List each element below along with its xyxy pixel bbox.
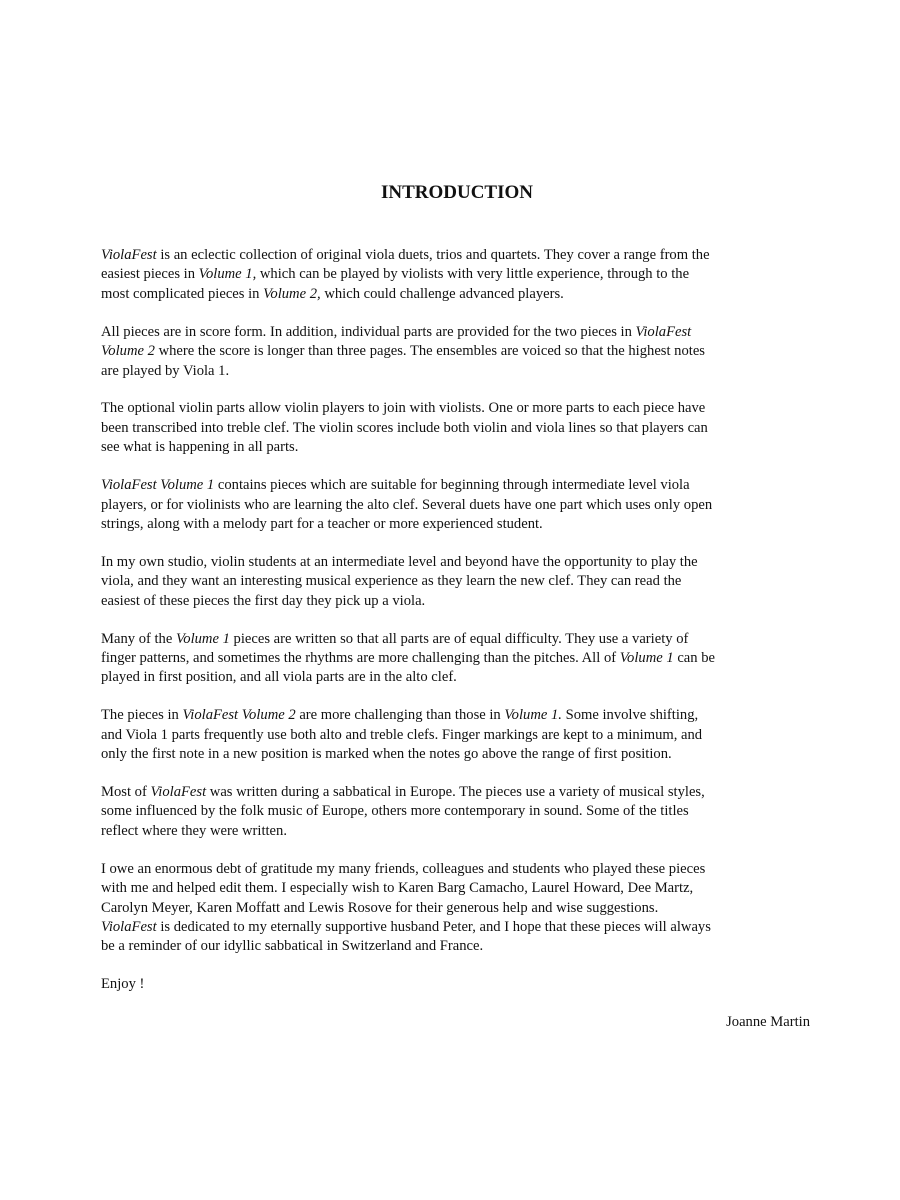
italic-title-text: Volume 2, bbox=[263, 285, 321, 302]
italic-title-text: ViolaFest bbox=[101, 918, 157, 935]
intro-paragraph-8 bbox=[101, 783, 813, 841]
text-segment: is an eclectic collection of original viola duets, trios and quartets. They cover a range from the bbox=[156, 247, 710, 263]
intro-paragraph-9 bbox=[101, 860, 813, 957]
text-line bbox=[101, 285, 813, 304]
italic-title-text: ViolaFest bbox=[150, 784, 207, 801]
italic-title-text: Volume 1, bbox=[198, 266, 257, 283]
text-segment: The optional violin parts allow violin players to join with violists. One or more parts to each piece have bbox=[101, 400, 706, 417]
text-line bbox=[101, 342, 813, 361]
italic-title-text: Volume 2 bbox=[101, 343, 155, 360]
text-segment: be a reminder of our idyllic sabbatical in Switzerland and France. bbox=[101, 938, 484, 955]
intro-paragraph-3 bbox=[101, 399, 813, 457]
text-segment: Some involve shifting, bbox=[561, 707, 699, 724]
text-line bbox=[101, 515, 813, 534]
intro-paragraph-1 bbox=[101, 246, 813, 304]
text-line bbox=[101, 496, 813, 515]
text-line bbox=[101, 246, 813, 265]
text-segment: All pieces are in score form. In addition, individual parts are provided for the two pieces in bbox=[101, 323, 636, 340]
text-segment: reflect where they were written. bbox=[101, 822, 287, 839]
text-segment: easiest pieces in bbox=[101, 266, 199, 283]
text-line bbox=[101, 553, 813, 572]
italic-title-text: ViolaFest Volume 1 bbox=[101, 477, 215, 494]
text-line bbox=[101, 937, 813, 956]
text-segment: where the score is longer than three pages. The ensembles are voiced so that the highest notes bbox=[154, 343, 705, 360]
intro-paragraph-5 bbox=[101, 553, 813, 611]
text-segment: strings, along with a melody part for a teacher or more experienced student. bbox=[101, 515, 543, 532]
text-line bbox=[101, 265, 813, 284]
text-segment: only the first note in a new position is marked when the notes go above the range of first position. bbox=[101, 746, 672, 763]
text-segment: been transcribed into treble clef. The violin scores include both violin and viola lines so that players can bbox=[101, 419, 708, 436]
introduction-body bbox=[101, 246, 813, 1013]
text-segment: are played by Viola 1. bbox=[101, 362, 230, 379]
text-line bbox=[101, 822, 813, 841]
text-segment: most complicated pieces in bbox=[101, 285, 264, 302]
text-segment: Carolyn Meyer, Karen Moffatt and Lewis Rosove for their generous help and wise suggestions. bbox=[101, 899, 659, 916]
italic-title-text: ViolaFest bbox=[101, 247, 157, 263]
text-segment: contains pieces which are suitable for beginning through intermediate level viola bbox=[214, 477, 690, 494]
text-line bbox=[101, 726, 813, 745]
text-segment: pieces are written so that all parts are of equal difficulty. They use a variety of bbox=[229, 630, 689, 647]
text-line bbox=[101, 802, 813, 821]
text-segment: was written during a sabbatical in Europe. The pieces use a variety of musical styles, bbox=[206, 784, 705, 801]
text-segment: played in first position, and all viola parts are in the alto clef. bbox=[101, 669, 457, 686]
text-segment: are more challenging than those in bbox=[295, 707, 505, 724]
text-line bbox=[101, 476, 813, 495]
text-line bbox=[101, 860, 813, 879]
text-line bbox=[101, 323, 813, 342]
text-segment: easiest of these pieces the first day they pick up a viola. bbox=[101, 592, 426, 609]
text-line bbox=[101, 745, 813, 764]
italic-title-text: ViolaFest bbox=[635, 323, 692, 340]
italic-title-text: Volume 1 bbox=[619, 650, 674, 666]
italic-title-text: Volume 1. bbox=[504, 707, 562, 724]
text-line bbox=[101, 649, 813, 668]
text-line bbox=[101, 592, 813, 611]
text-segment: with me and helped edit them. I especially wish to Karen Barg Camacho, Laurel Howard, Dee Martz, bbox=[101, 880, 694, 897]
intro-paragraph-7 bbox=[101, 706, 813, 764]
intro-paragraph-2 bbox=[101, 323, 813, 381]
text-line bbox=[101, 438, 813, 457]
text-segment: I owe an enormous debt of gratitude my many friends, colleagues and students who played these pieces bbox=[101, 860, 706, 877]
text-segment: Many of the bbox=[101, 630, 176, 647]
text-line bbox=[101, 630, 813, 649]
text-line bbox=[101, 572, 813, 591]
text-segment: can be bbox=[673, 650, 715, 666]
author-signature: Joanne Martin bbox=[726, 1014, 810, 1030]
text-segment: Enjoy ! bbox=[101, 976, 145, 993]
italic-title-text: Volume 1 bbox=[175, 630, 230, 647]
text-segment: is dedicated to my eternally supportive husband Peter, and I hope that these pieces will always bbox=[156, 918, 711, 935]
intro-paragraph-4 bbox=[101, 476, 813, 534]
text-segment: players, or for violinists who are learning the alto clef. Several duets have one part which uses only open bbox=[101, 496, 713, 513]
text-segment: which could challenge advanced players. bbox=[320, 285, 564, 302]
text-segment: some influenced by the folk music of Europe, others more contemporary in sound. Some of the titles bbox=[101, 803, 689, 820]
text-line bbox=[101, 899, 813, 918]
text-line bbox=[101, 975, 813, 994]
text-segment: and Viola 1 parts frequently use both alto and treble clefs. Finger markings are kept to a minimum, and bbox=[101, 726, 703, 743]
intro-paragraph-6 bbox=[101, 630, 813, 688]
text-segment: Most of bbox=[101, 784, 151, 801]
text-segment: In my own studio, violin students at an intermediate level and beyond have the opportunity to play the bbox=[101, 553, 698, 570]
text-segment: which can be played by violists with very little experience, through to the bbox=[256, 266, 690, 283]
text-segment: The pieces in bbox=[101, 707, 183, 724]
intro-paragraph-10 bbox=[101, 975, 813, 994]
text-segment: finger patterns, and sometimes the rhythms are more challenging than the pitches. All of bbox=[101, 650, 620, 666]
text-segment: see what is happening in all parts. bbox=[101, 439, 299, 456]
page-title: INTRODUCTION bbox=[380, 182, 534, 203]
text-line bbox=[101, 918, 813, 937]
text-line bbox=[101, 399, 813, 418]
text-segment: viola, and they want an interesting musical experience as they learn the new clef. They can read the bbox=[101, 573, 682, 590]
text-line bbox=[101, 362, 813, 381]
text-line bbox=[101, 879, 813, 898]
text-line bbox=[101, 706, 813, 725]
italic-title-text: ViolaFest Volume 2 bbox=[182, 707, 296, 724]
text-line bbox=[101, 783, 813, 802]
text-line bbox=[101, 668, 813, 687]
text-line bbox=[101, 419, 813, 438]
